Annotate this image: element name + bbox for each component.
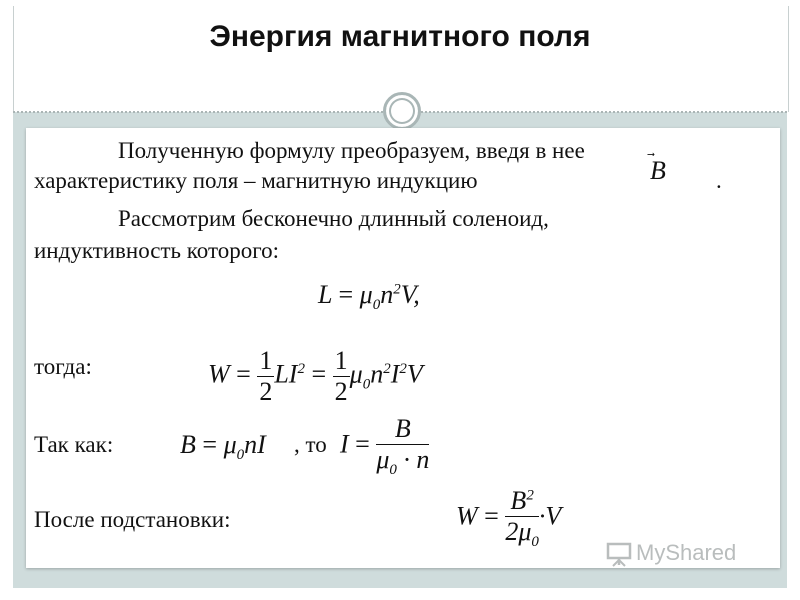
paragraph1-period: .	[716, 168, 722, 193]
label-since: Так как:	[34, 432, 114, 457]
formula-b-field: $B = \mu_0nI$	[180, 430, 266, 464]
slide-title: Энергия магнитного поля	[209, 20, 591, 53]
presentation-board-icon	[606, 541, 632, 565]
vector-b-symbol	[650, 156, 666, 186]
paragraph1-line1: Полученную формулу преобразуем, введя в нее	[118, 138, 585, 163]
formula-inductance: $L = \mu_0n^2V$,	[318, 280, 420, 314]
label-then: тогда:	[34, 354, 92, 379]
myshared-logo	[606, 538, 736, 568]
divider-circle-ornament	[383, 92, 421, 130]
logo-text: MyShared	[636, 540, 737, 565]
paragraph1-line2: характеристику поля – магнитную индукцию	[34, 168, 478, 193]
formula-energy-final: W = $\frac{B^2}{2\mu_0}$ ·V	[456, 486, 562, 551]
paragraph2-line1: Рассмотрим бесконечно длинный соленоид,	[118, 206, 549, 231]
formula-current: I = $\frac{B}{\mu_0 \cdot n}$	[340, 414, 430, 479]
label-after-substitution: После подстановки:	[34, 507, 231, 532]
formula-energy-1: W = $\frac{1}{2}$ $LI^2$ = $\frac{1}{2}$ $\mu_0n^2I^2V$	[208, 346, 423, 406]
vector-b-letter: B	[650, 156, 666, 185]
label-comma-then: , то	[294, 432, 327, 457]
paragraph2-line2: индуктивность которого:	[34, 238, 279, 263]
